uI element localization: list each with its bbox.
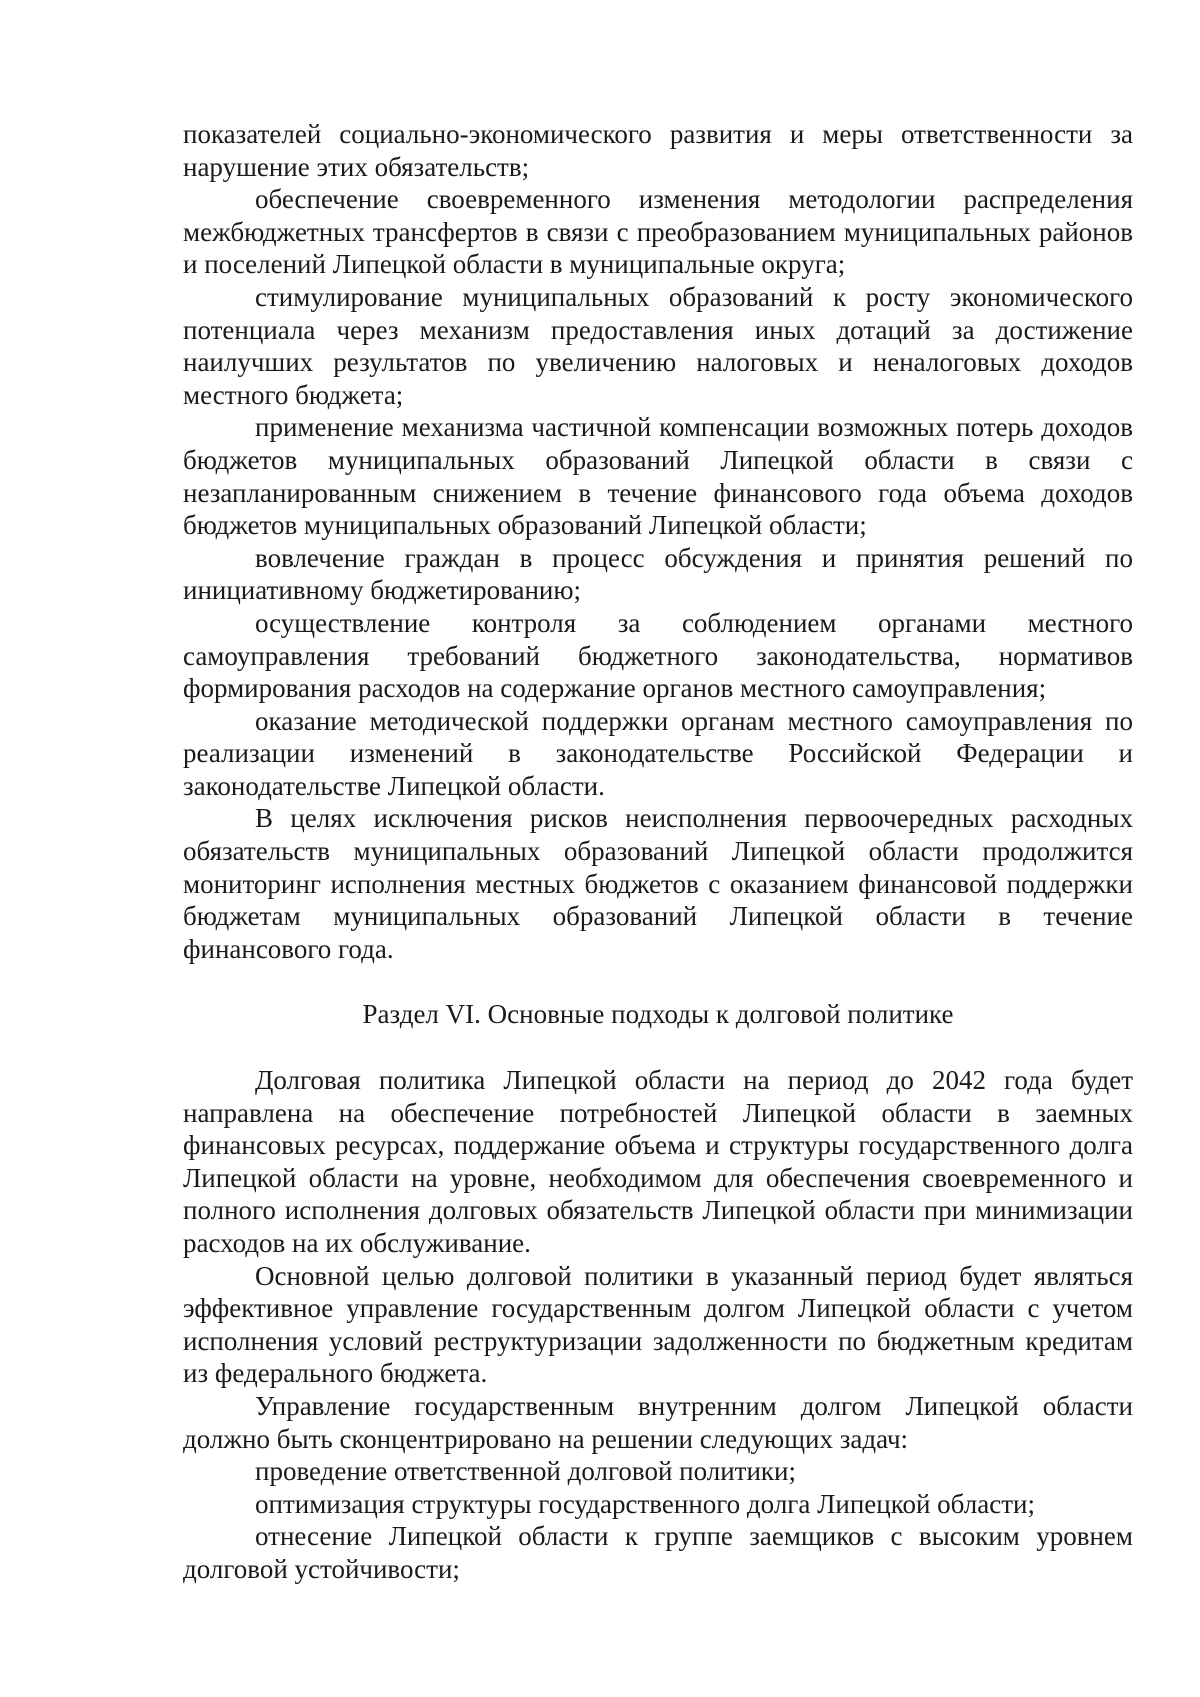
list-item-responsible-policy: проведение ответственной долговой политики;	[255, 1456, 796, 1487]
paragraph-debt-policy: Долговая политика Липецкой области на период до 2042 года будет направлена на обеспечение потребностей Липецкой области в заемных финансовых ресурсах, поддержание объема и структуры государственного долга Липецкой области на уровне, необходимом для обеспечения своевременного и полного исполнения долговых обязательств Липецкой области при минимизации расходов на их обслуживание.	[183, 1065, 1133, 1258]
paragraph-compensation: применение механизма частичной компенсации возможных потерь доходов бюджетов муниципальных образований Липецкой области в связи с незапланированным снижением в течение финансового года объема доходов бюджетов муниципальных образований Липецкой области;	[183, 412, 1133, 541]
section-heading: Раздел VI. Основные подходы к долговой политике	[362, 999, 954, 1030]
paragraph-debt-management: Управление государственным внутренним долгом Липецкой области должно быть сконцентрировано на решении следующих задач:	[183, 1390, 1133, 1454]
paragraph-monitoring: В целях исключения рисков неисполнения первоочередных расходных обязательств муниципальных образований Липецкой области продолжится мониторинг исполнения местных бюджетов с оказанием финансовой поддержки бюджетам муниципальных образований Липецкой области в течение финансового года.	[183, 803, 1133, 964]
paragraph-citizen-involvement: вовлечение граждан в процесс обсуждения и принятия решений по инициативному бюджетированию;	[183, 542, 1133, 606]
paragraph-methodology: обеспечение своевременного изменения методологии распределения межбюджетных трансфертов в связи с преобразованием муниципальных районов и поселений Липецкой области в муниципальные округа;	[183, 184, 1133, 280]
list-item-optimization: оптимизация структуры государственного долга Липецкой области;	[255, 1488, 1035, 1519]
paragraph-methodical-support: оказание методической поддержки органам местного самоуправления по реализации изменений в законодательстве Российской Федерации и законодательстве Липецкой области.	[183, 705, 1133, 801]
document-body	[183, 118, 1133, 1586]
paragraph-stimulation: стимулирование муниципальных образований к росту экономического потенциала через механизм предоставления иных дотаций за достижение наилучших результатов по увеличению налоговых и неналоговых доходов местного бюджета;	[183, 281, 1133, 410]
list-item-sustainability: отнесение Липецкой области к группе заемщиков с высоким уровнем долговой устойчивости;	[183, 1521, 1133, 1584]
paragraph-continuation: показателей социально-экономического развития и меры ответственности за нарушение этих обязательств;	[183, 119, 1133, 182]
paragraph-control: осуществление контроля за соблюдением органами местного самоуправления требований бюджетного законодательства, нормативов формирования расходов на содержание органов местного самоуправления;	[183, 607, 1133, 704]
paragraph-main-goal: Основной целью долговой политики в указанный период будет являться эффективное управление государственным долгом Липецкой области с учетом исполнения условий реструктуризации задолженности по бюджетным кредитам из федерального бюджета.	[183, 1260, 1133, 1389]
